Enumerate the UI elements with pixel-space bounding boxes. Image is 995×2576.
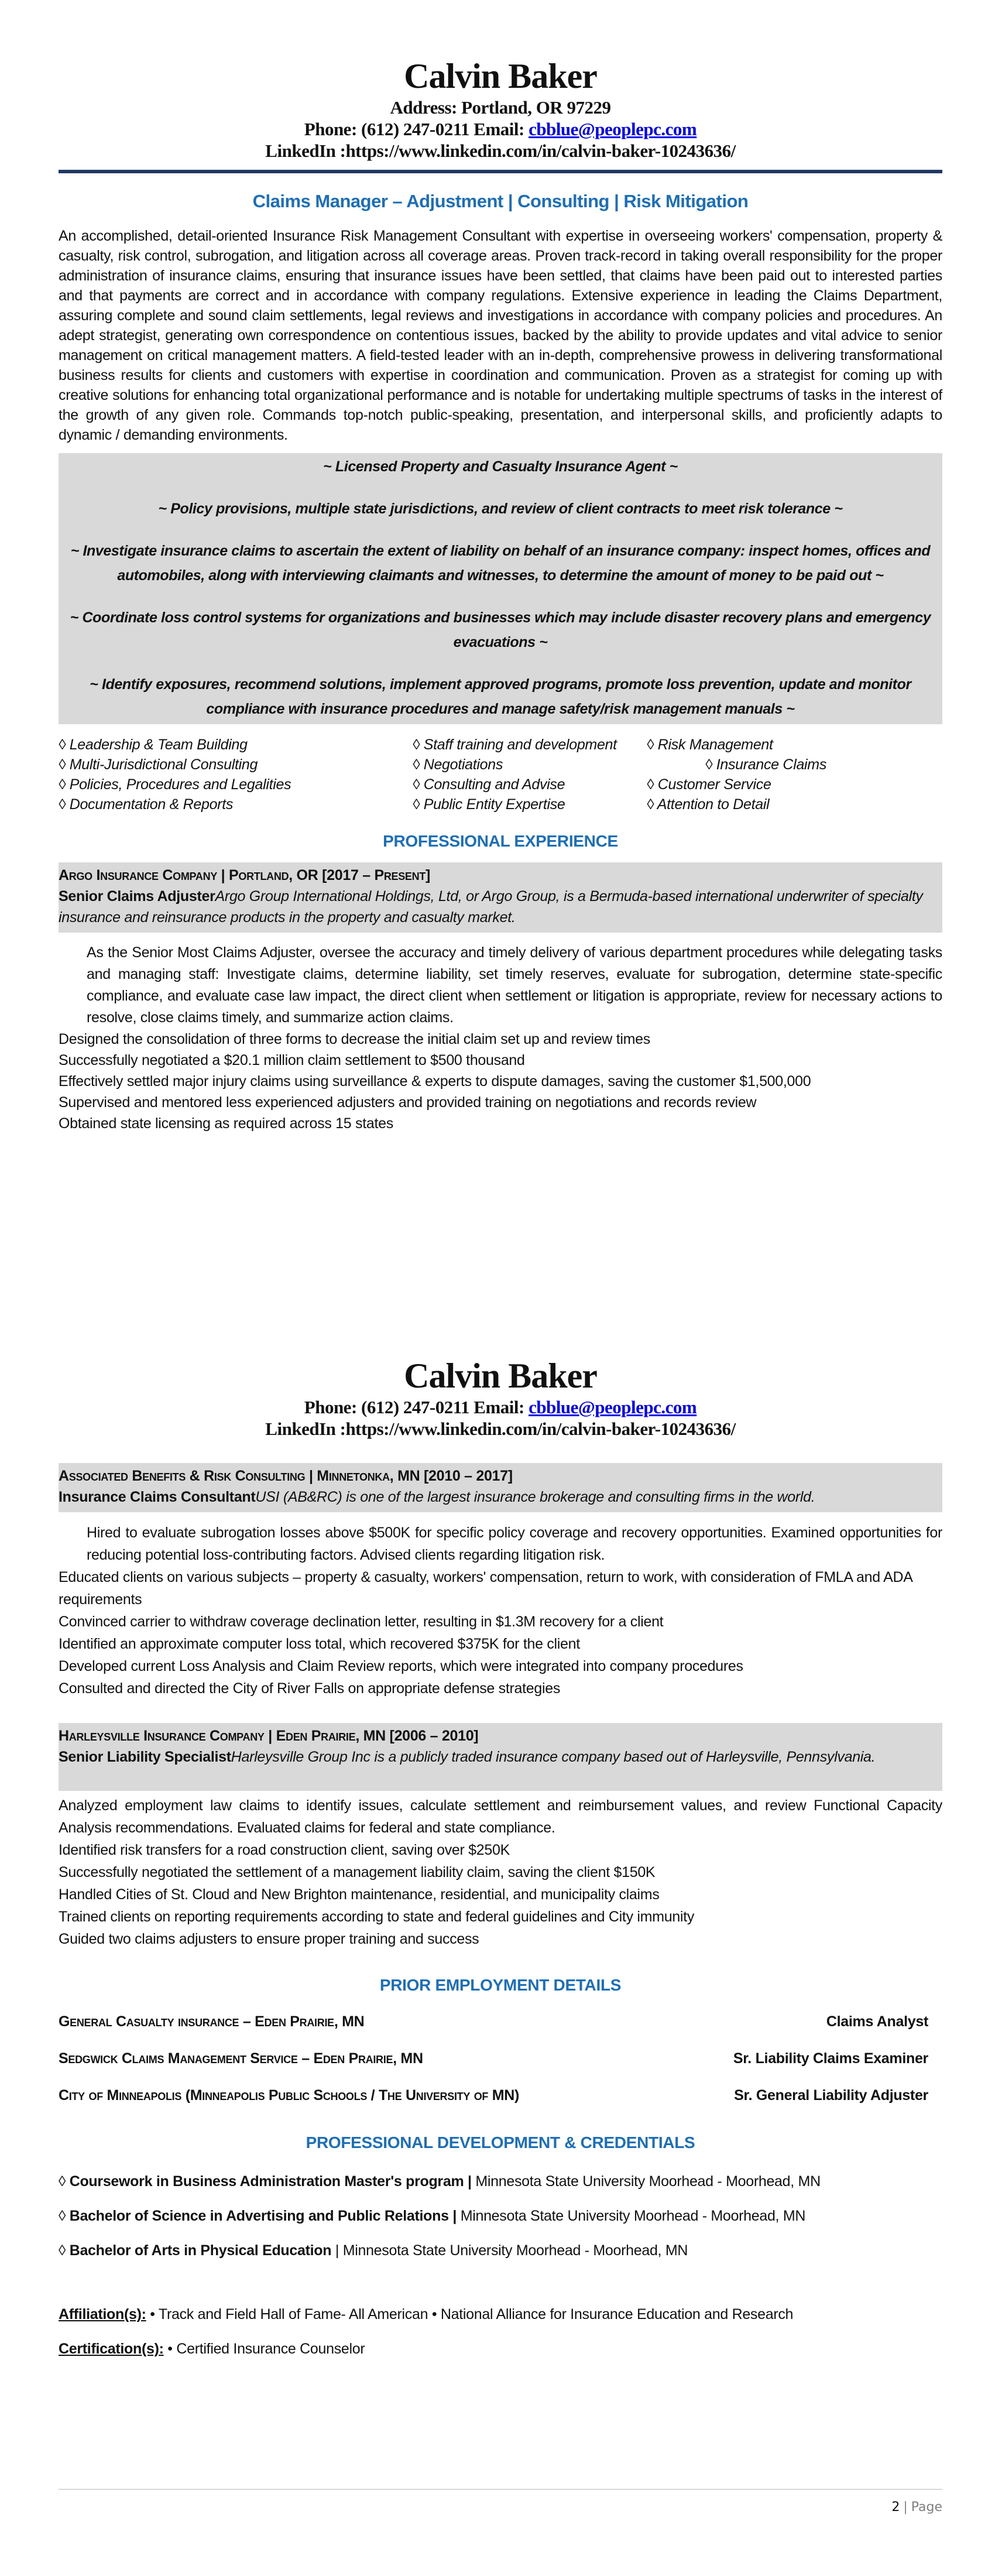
skill-item: ◊ Multi-Jurisdictional Consulting [59, 756, 258, 773]
prior-company: Sedgwick Claims Management Service – Eden Prairie, MN [59, 2050, 423, 2067]
tagline: ~ Policy provisions, multiple state jurisdictions, and review of client contracts to meet risk tolerance ~ [158, 501, 843, 517]
page-number: 2 [891, 2500, 900, 2515]
phone: Phone: (612) 247-0211 Email: [304, 1397, 529, 1417]
skill-item: ◊ Negotiations [413, 756, 503, 773]
achievement: Convinced carrier to withdraw coverage declination letter, resulting in $1.3M recovery for a client [59, 1614, 664, 1630]
certifications [59, 2341, 942, 2358]
job-role: Insurance Claims Consultant [59, 1489, 256, 1505]
prior-job [59, 2050, 942, 2067]
job-role: Senior Liability Specialist [59, 1749, 231, 1765]
candidate-name: Calvin Baker [404, 57, 597, 95]
skill-item: ◊ Attention to Detail [647, 796, 770, 813]
job-intro: Hired to evaluate subrogation losses above $500K for specific policy coverage and recovery opportunities. Examined opportunities for reducing potential loss-contributing factors. Advised clients regarding litigation risk. [87, 1525, 942, 1563]
achievement-list [59, 1029, 942, 1134]
phone-email [59, 118, 942, 140]
highlights-box [59, 453, 942, 724]
skill-item: ◊ Insurance Claims [705, 756, 827, 773]
school: Minnesota State University Moorhead - Moorhead, MN [457, 2208, 806, 2224]
diamond-bullet-icon: ◊ [59, 2208, 70, 2224]
diamond-bullet-icon: ◊ [59, 2242, 70, 2259]
certifications-text: • Certified Insurance Counselor [163, 2341, 365, 2357]
achievement-list [59, 1839, 942, 1950]
prior-title: Sr. Liability Claims Examiner [733, 2050, 928, 2067]
achievement: Designed the consolidation of three forms to decrease the initial claim set up and review times [59, 1031, 650, 1047]
section-heading-experience: PROFESSIONAL EXPERIENCE [383, 832, 618, 850]
achievement: Identified risk transfers for a road construction client, saving over $250K [59, 1842, 510, 1858]
achievement: Obtained state licensing as required across 15 states [59, 1115, 393, 1132]
achievement: Developed current Loss Analysis and Claim Review reports, which were integrated into company procedures [59, 1658, 743, 1674]
prior-job [59, 2087, 942, 2104]
job-intro: Analyzed employment law claims to identify issues, calculate settlement and reimbursement values, and review Functional Capacity Analysis recommendations. Evaluated claims for federal and state compliance. [59, 1797, 942, 1836]
footer-separator: | [903, 2500, 908, 2515]
prior-company: City of Minneapolis (Minneapolis Public Schools / The University of MN) [59, 2087, 520, 2104]
degree: Bachelor of Arts in Physical Education [69, 2242, 332, 2259]
job-header [59, 862, 942, 933]
skill-item: ◊ Documentation & Reports [59, 796, 234, 813]
prior-title: Sr. General Liability Adjuster [734, 2087, 928, 2104]
tagline: ~ Investigate insurance claims to ascertain the extent of liability on behalf of an insurance company: inspect homes, offices and automobiles, along with interviewing claimants and witnesses, to determine the amount of money to be paid out ~ [70, 543, 931, 584]
skill-item: ◊ Staff training and development [413, 737, 617, 753]
email-link[interactable]: cbblue@peoplepc.com [529, 119, 697, 139]
tagline: ~ Coordinate loss control systems for organizations and businesses which may include disaster recovery plans and emergency evacuations ~ [70, 609, 931, 650]
phone-email [59, 1396, 942, 1418]
job-description: Argo Group International Holdings, Ltd, or Argo Group, is a Bermuda-based international underwriter of specialty insurance and reinsurance products in the property and casualty market. [59, 888, 923, 926]
phone: Phone: (612) 247-0211 Email: [304, 119, 529, 139]
achievement: Effectively settled major injury claims using surveillance & experts to dispute damages, saving the customer $1,500,000 [59, 1073, 811, 1090]
linkedin: LinkedIn :https://www.linkedin.com/in/calvin-baker-10243636/ [265, 141, 736, 161]
affiliations-text: • Track and Field Hall of Fame- All American • National Alliance for Insurance Education and Research [146, 2306, 794, 2322]
section-heading-prior: PRIOR EMPLOYMENT DETAILS [379, 1976, 622, 1994]
certifications-label: Certification(s): [59, 2341, 164, 2357]
degree: Coursework in Business Administration Master's program | [69, 2173, 472, 2190]
job-role: Senior Claims Adjuster [59, 888, 215, 905]
page-1-content [59, 56, 942, 1134]
achievement: Handled Cities of St. Cloud and New Brighton maintenance, residential, and municipality claims [59, 1886, 660, 1903]
tagline: ~ Licensed Property and Casualty Insurance Agent ~ [323, 458, 678, 475]
job-company: Associated Benefits & Risk Consulting | Minnetonka, MN [2010 – 2017] [59, 1468, 513, 1484]
achievement: Identified an approximate computer loss total, which recovered $375K for the client [59, 1636, 580, 1652]
achievement: Guided two claims adjusters to ensure proper training and success [59, 1931, 479, 1947]
candidate-name: Calvin Baker [404, 1356, 597, 1395]
prior-company: General Casualty insurance – Eden Prairie, MN [59, 2013, 365, 2030]
affiliations-label: Affiliation(s): [59, 2306, 146, 2322]
achievement: Trained clients on reporting requirements according to state and federal guidelines and City immunity [59, 1909, 695, 1925]
page-2 [0, 1347, 995, 2576]
skill-item: ◊ Leadership & Team Building [59, 737, 248, 753]
header-rule [59, 170, 942, 173]
skill-item: ◊ Policies, Procedures and Legalities [59, 776, 291, 793]
school: | Minnesota State University Moorhead - Moorhead, MN [331, 2242, 688, 2259]
page-label: Page [911, 2500, 942, 2515]
job-intro: As the Senior Most Claims Adjuster, oversee the accuracy and timely delivery of various department procedures while delegating tasks and managing staff: Investigate claims, determine liability, set timely reserves, evaluate for subrogation, determine state-specific compliance, and evaluate case law impact, the direct client when settlement or litigation is appropriate, review for necessary actions to resolve, close claims timely, and summarize action claims. [87, 944, 942, 1026]
affiliations [59, 2306, 942, 2323]
job-header [59, 1463, 942, 1512]
job-description: USI (AB&RC) is one of the largest insurance brokerage and consulting firms in the world. [255, 1489, 815, 1505]
job-description: Harleysville Group Inc is a publicly traded insurance company based out of Harleysville, Pennsylvania. [231, 1749, 876, 1765]
job-company: Harleysville Insurance Company | Eden Prairie, MN [2006 – 2010] [59, 1728, 479, 1744]
job-header [59, 1723, 942, 1791]
skill-item: ◊ Consulting and Advise [413, 776, 565, 793]
achievement: Supervised and mentored less experienced adjusters and provided training on negotiations and records review [59, 1094, 757, 1111]
section-heading-education: PROFESSIONAL DEVELOPMENT & CREDENTIALS [306, 2133, 695, 2152]
education-item [59, 2242, 942, 2259]
school: Minnesota State University Moorhead - Moorhead, MN [471, 2173, 821, 2190]
linkedin: LinkedIn :https://www.linkedin.com/in/calvin-baker-10243636/ [265, 1419, 736, 1439]
headline: Claims Manager – Adjustment | Consulting | Risk Mitigation [252, 191, 749, 211]
email-link[interactable]: cbblue@peoplepc.com [529, 1397, 697, 1417]
achievement: Successfully negotiated the settlement of a management liability claim, saving the client $150K [59, 1864, 656, 1880]
prior-job [59, 2013, 942, 2030]
education-item [59, 2208, 942, 2225]
job-company: Argo Insurance Company | Portland, OR [2017 – Present] [59, 867, 431, 883]
skill-item: ◊ Risk Management [647, 737, 773, 753]
skill-item: ◊ Customer Service [647, 776, 771, 793]
degree: Bachelor of Science in Advertising and Public Relations | [69, 2208, 457, 2224]
page-footer [891, 2500, 942, 2515]
achievement: Consulted and directed the City of River Falls on appropriate defense strategies [59, 1680, 561, 1697]
skills-grid [59, 735, 942, 814]
achievement: Successfully negotiated a $20.1 million claim settlement to $500 thousand [59, 1052, 525, 1068]
education-item [59, 2173, 942, 2190]
page-2-content [59, 1355, 942, 2375]
tagline: ~ Identify exposures, recommend solutions, implement approved programs, promote loss prevention, update and monitor compliance with insurance procedures and manage safety/risk management manuals ~ [90, 676, 911, 717]
footer-rule [59, 2489, 942, 2490]
address: Address: Portland, OR 97229 [390, 97, 611, 118]
prior-title: Claims Analyst [826, 2013, 928, 2030]
summary: An accomplished, detail-oriented Insurance Risk Management Consultant with expertise in overseeing workers' compensation, property & casualty, risk control, subrogation, and litigation across all coverage areas. Proven track-record in taking overall responsibility for the proper administration of insurance claims, ensuring that insurance issues have been settled, that claims have been paid out to interested parties and that payments are correct and in accordance with company regulations. Extensive experience in leading the Claims Department, assuring complete and sound claim settlements, legal reviews and investigations in accordance with company policies and procedures. An adept strategist, generating own correspondence on contentious issues, backed by the ability to provide updates and vital advice to senior management on critical management matters. A field-tested leader with an in-depth, comprehensive prowess in delivering transformational business results for clients and customers with expertise in coordination and communication. Proven as a strategist for coming up with creative solutions for enhancing total organizational performance and is notable for undertaking multiple spectrums of tasks in the interest of the growth of any given role. Commands top-notch public-speaking, presentation, and interpersonal skills, and proficiently adapts to dynamic / demanding environments. [59, 228, 942, 443]
achievement: Educated clients on various subjects – property & casualty, workers' compensation, return to work, with consideration of FMLA and ADA requirements [59, 1569, 912, 1608]
skill-item: ◊ Public Entity Expertise [413, 796, 565, 813]
diamond-bullet-icon: ◊ [59, 2173, 70, 2190]
achievement-list [59, 1566, 942, 1700]
